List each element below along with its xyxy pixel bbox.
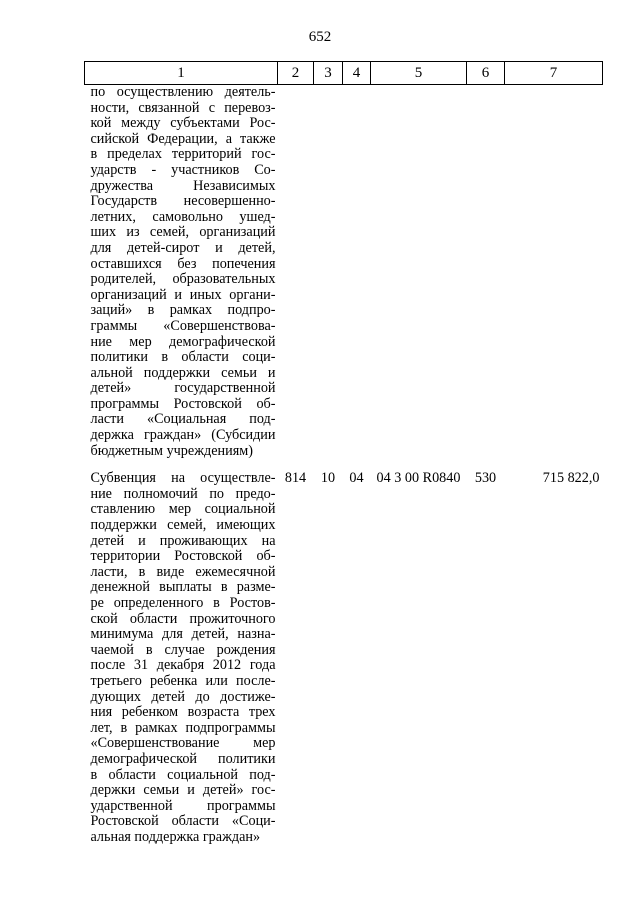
description-line: денежной выплаты в разме-: [90, 579, 276, 596]
description-line: чаемой в случае рождения: [90, 641, 276, 658]
description-line: оставшихся без попечения: [90, 255, 276, 272]
cell-target-article: 04 3 00 R0840: [376, 470, 461, 487]
description-line: поддержки семей, имеющих: [90, 517, 276, 534]
description-line: ние мер демографической: [90, 333, 276, 350]
header-col-4: 4: [343, 62, 371, 85]
description-line: ской области прожиточного: [90, 610, 276, 627]
description-line: политики в области соци-: [90, 349, 276, 366]
table-row: [85, 468, 603, 845]
description-line: Субвенция на осуществле-: [90, 470, 276, 487]
description-line: третьего ребенка или после-: [90, 672, 276, 689]
header-col-1: 1: [85, 62, 278, 85]
description-line: лет, в рамках подпрограммы: [90, 719, 276, 736]
cell-target-article: [371, 85, 467, 469]
description-line: держки семьи и детей» гос-: [90, 782, 276, 799]
description-line: организаций и иных органи-: [90, 286, 276, 303]
description-line: ние полномочий по предо-: [90, 485, 276, 502]
cell-section-code: 10: [320, 470, 336, 487]
description-line: Ростовской области «Соци-: [90, 813, 276, 830]
description-line: летних, самовольно ушед-: [90, 208, 276, 225]
description-line: ности, связанной с перевоз-: [90, 99, 276, 116]
description-line: детей и проживающих на: [90, 532, 276, 549]
description-line: дующих детей до достиже-: [90, 688, 276, 705]
cell-amount: [505, 85, 603, 469]
header-col-6: 6: [467, 62, 505, 85]
description-line: в пределах территорий гос-: [90, 146, 276, 163]
description-line: заций» в рамках подпро-: [90, 302, 276, 319]
description-line: Государств несовершенно-: [90, 193, 276, 210]
description-line: детей» государственной: [90, 380, 276, 397]
description-line: ударств - участников Со-: [90, 161, 276, 178]
budget-table: [84, 61, 603, 846]
table-row: [85, 85, 603, 469]
description-line: граммы «Совершенствова-: [90, 317, 276, 334]
description-line: дружества Независимых: [90, 177, 276, 194]
header-col-5: 5: [371, 62, 467, 85]
cell-section-code: [314, 85, 343, 469]
description-line: по осуществлению деятель-: [90, 84, 276, 100]
row-description: [85, 85, 278, 469]
cell-expense-type: 530: [474, 470, 497, 487]
description-line: альная поддержка граждан»: [90, 828, 261, 845]
description-line: ударственной программы: [90, 797, 276, 814]
description-line: после 31 декабря 2012 года: [90, 657, 276, 674]
description-line: родителей, образовательных: [90, 271, 276, 288]
description-line: ласти, в виде ежемесячной: [90, 563, 276, 580]
description-line: альной поддержки семьи и: [90, 364, 276, 381]
description-line: демографической политики: [90, 750, 276, 767]
description-line: держка граждан» (Субсидии: [90, 427, 276, 444]
description-line: минимума для детей, назна-: [90, 626, 276, 643]
cell-expense-type: [467, 85, 505, 469]
description-line: в области социальной под-: [90, 766, 276, 783]
cell-ministry-code: [278, 85, 314, 469]
description-line: территории Ростовской об-: [90, 548, 276, 565]
header-col-7: 7: [505, 62, 603, 85]
description-line: кой между субъектами Рос-: [90, 115, 276, 132]
description-line: «Совершенствование мер: [90, 735, 276, 752]
cell-subsection-code: [343, 85, 371, 469]
description-line: бюджетным учреждениям): [90, 442, 253, 459]
description-line: ших из семей, организаций: [90, 224, 276, 241]
cell-ministry-code: 814: [284, 470, 307, 487]
page-number: 652: [308, 29, 332, 45]
description-line: ния ребенком возраста трех: [90, 704, 276, 721]
description-line: сийской Федерации, а также: [90, 130, 276, 147]
description-line: программы Ростовской об-: [90, 395, 276, 412]
row-description: [85, 468, 278, 845]
description-line: ре определенного в Ростов-: [90, 595, 276, 611]
cell-amount: 715 822,0: [542, 470, 600, 487]
header-col-3: 3: [314, 62, 343, 85]
description-line: для детей-сирот и детей,: [90, 239, 276, 256]
description-line: ставлению мер социальной: [90, 501, 276, 518]
table-header-row: [85, 62, 603, 85]
cell-subsection-code: 04: [349, 470, 364, 487]
header-col-2: 2: [278, 62, 314, 85]
description-line: ласти «Социальная под-: [90, 411, 276, 428]
